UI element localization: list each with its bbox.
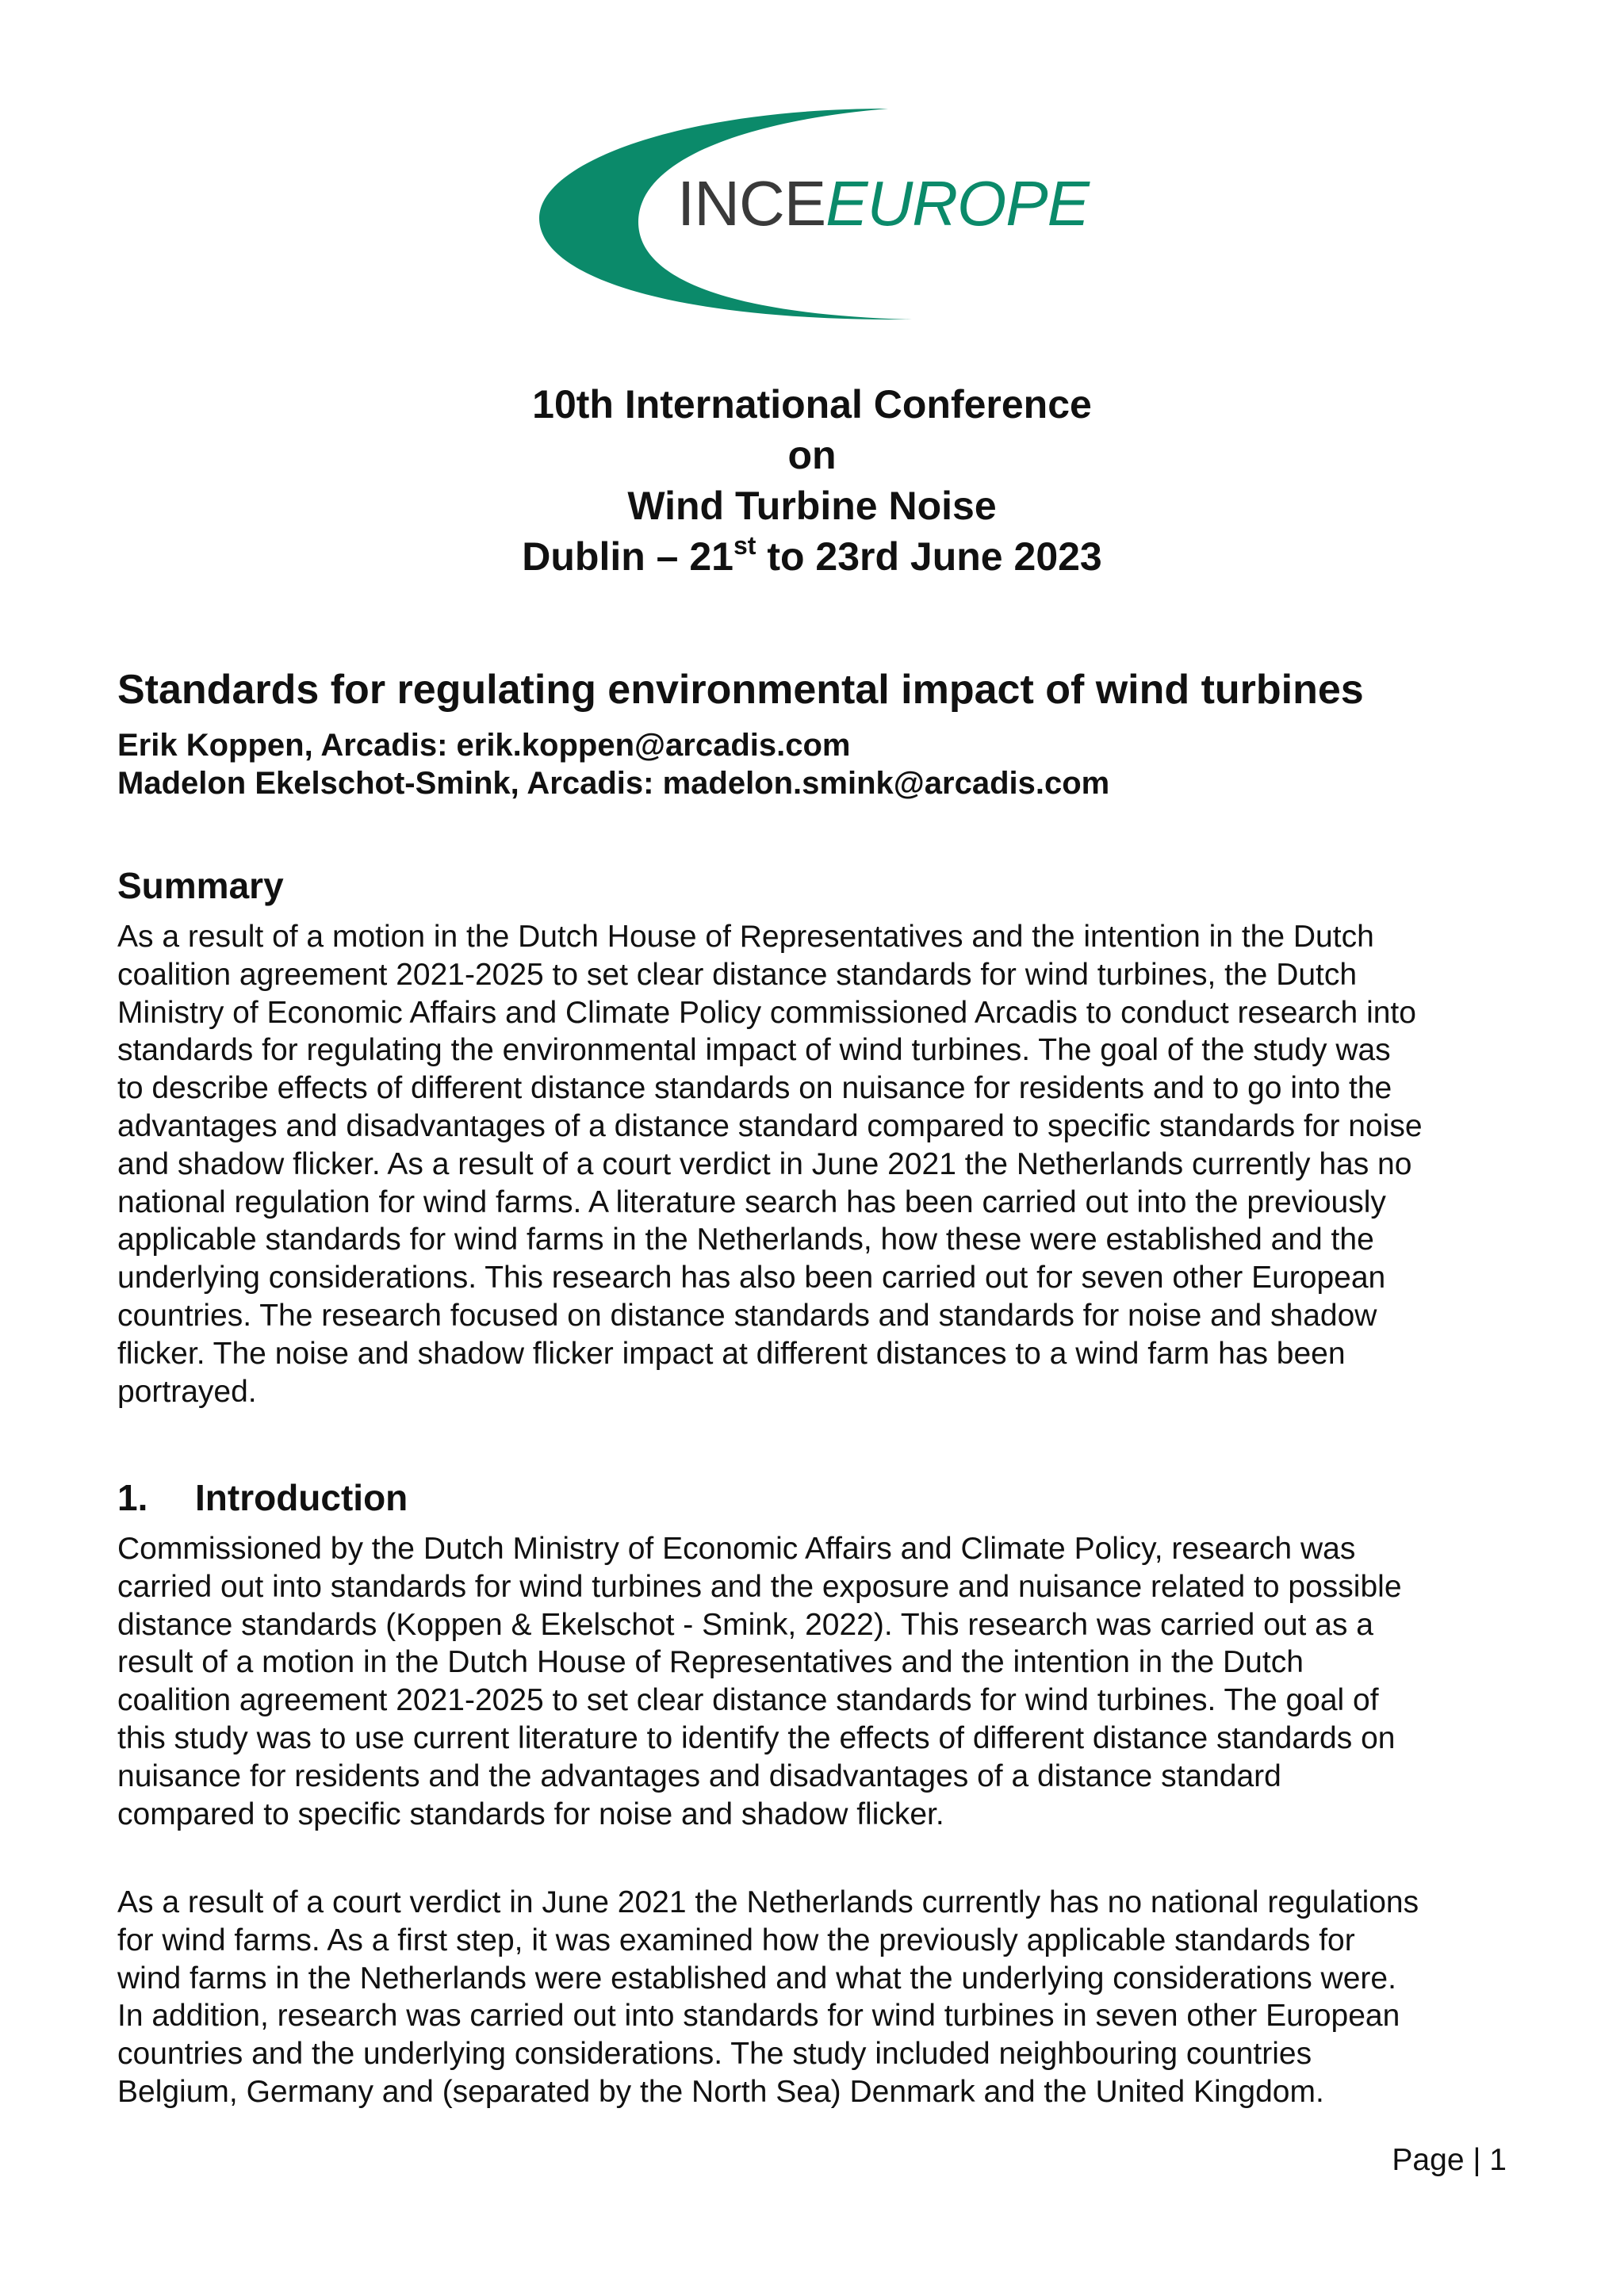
text-line: wind farms in the Netherlands were established and what the underlying considerations were. xyxy=(117,1961,1396,1996)
conference-date-post: to 23rd June 2023 xyxy=(756,534,1102,579)
conference-line-1: 10th International Conference xyxy=(532,382,1092,427)
page-number: Page | 1 xyxy=(1392,2143,1507,2177)
conference-line-3: Wind Turbine Noise xyxy=(627,484,997,528)
text-line: flicker. The noise and shadow flicker impact at different distances to a wind farm has been xyxy=(117,1336,1346,1371)
summary-paragraph xyxy=(117,918,1521,1410)
text-line: In addition, research was carried out into standards for wind turbines in seven other European xyxy=(117,1999,1400,2034)
text-line: result of a motion in the Dutch House of Representatives and the intention in the Dutch xyxy=(117,1645,1304,1680)
text-line: coalition agreement 2021-2025 to set clear distance standards for wind turbines. The goal of xyxy=(117,1683,1379,1718)
logo-text-ince: INCE xyxy=(677,168,826,239)
introduction-paragraph-2 xyxy=(117,1884,1521,2111)
introduction-paragraph-1 xyxy=(117,1530,1521,1833)
summary-heading: Summary xyxy=(117,865,284,906)
text-line: compared to specific standards for noise and shadow flicker. xyxy=(117,1797,944,1831)
conference-date-pre: Dublin – 21 xyxy=(522,534,733,579)
paper-title: Standards for regulating environmental impact of wind turbines xyxy=(117,667,1364,713)
conference-line-2: on xyxy=(787,433,837,477)
text-line: applicable standards for wind farms in the Netherlands, how these were established and the xyxy=(117,1223,1374,1257)
text-line: Belgium, Germany and (separated by the North Sea) Denmark and the United Kingdom. xyxy=(117,2074,1324,2109)
text-line: for wind farms. As a first step, it was examined how the previously applicable standards for xyxy=(117,1923,1355,1957)
text-line: coalition agreement 2021-2025 to set clear distance standards for wind turbines, the Dutch xyxy=(117,957,1358,992)
conference-date-sup: st xyxy=(733,531,756,560)
text-line: nuisance for residents and the advantages and disadvantages of a distance standard xyxy=(117,1758,1281,1793)
text-line: countries and the underlying considerations. The study included neighbouring countries xyxy=(117,2037,1312,2072)
author-line: Erik Koppen, Arcadis: erik.koppen@arcadis.com xyxy=(117,728,851,763)
text-line: to describe effects of different distance standards on nuisance for residents and to go into the xyxy=(117,1071,1392,1106)
text-line: Commissioned by the Dutch Ministry of Economic Affairs and Climate Policy, research was xyxy=(117,1532,1356,1566)
text-line: this study was to use current literature to identify the effects of different distance standards on xyxy=(117,1720,1396,1755)
author-line: Madelon Ekelschot-Smink, Arcadis: madelon.smink@arcadis.com xyxy=(117,766,1110,801)
text-line: standards for regulating the environmental impact of wind turbines. The goal of the study was xyxy=(117,1033,1391,1068)
text-line: portrayed. xyxy=(117,1374,257,1409)
text-line: carried out into standards for wind turbines and the exposure and nuisance related to possible xyxy=(117,1569,1402,1604)
text-line: Ministry of Economic Affairs and Climate Policy commissioned Arcadis to conduct research into xyxy=(117,995,1416,1030)
ince-europe-logo xyxy=(539,107,1094,321)
text-line: underlying considerations. This research has also been carried out for seven other European xyxy=(117,1261,1386,1295)
text-line: and shadow flicker. As a result of a court verdict in June 2021 the Netherlands currently has no xyxy=(117,1146,1412,1181)
section-title: Introduction xyxy=(195,1477,408,1518)
text-line: advantages and disadvantages of a distance standard compared to specific standards for noise xyxy=(117,1108,1423,1143)
introduction-heading xyxy=(117,1476,408,1519)
text-line: As a result of a motion in the Dutch House of Representatives and the intention in the Dutch xyxy=(117,920,1374,954)
conference-heading xyxy=(0,379,1624,582)
conference-line-4 xyxy=(0,531,1624,582)
section-number: 1. xyxy=(117,1477,148,1518)
author-list xyxy=(117,726,1109,802)
logo-text xyxy=(677,168,1089,239)
text-line: distance standards (Koppen & Ekelschot - Smink, 2022). This research was carried out as a xyxy=(117,1607,1373,1642)
text-line: As a result of a court verdict in June 2021 the Netherlands currently has no national regulations xyxy=(117,1885,1419,1919)
logo-text-europe: EUROPE xyxy=(825,168,1089,239)
text-line: countries. The research focused on distance standards and standards for noise and shadow xyxy=(117,1298,1377,1333)
text-line: national regulation for wind farms. A literature search has been carried out into the previously xyxy=(117,1184,1386,1219)
